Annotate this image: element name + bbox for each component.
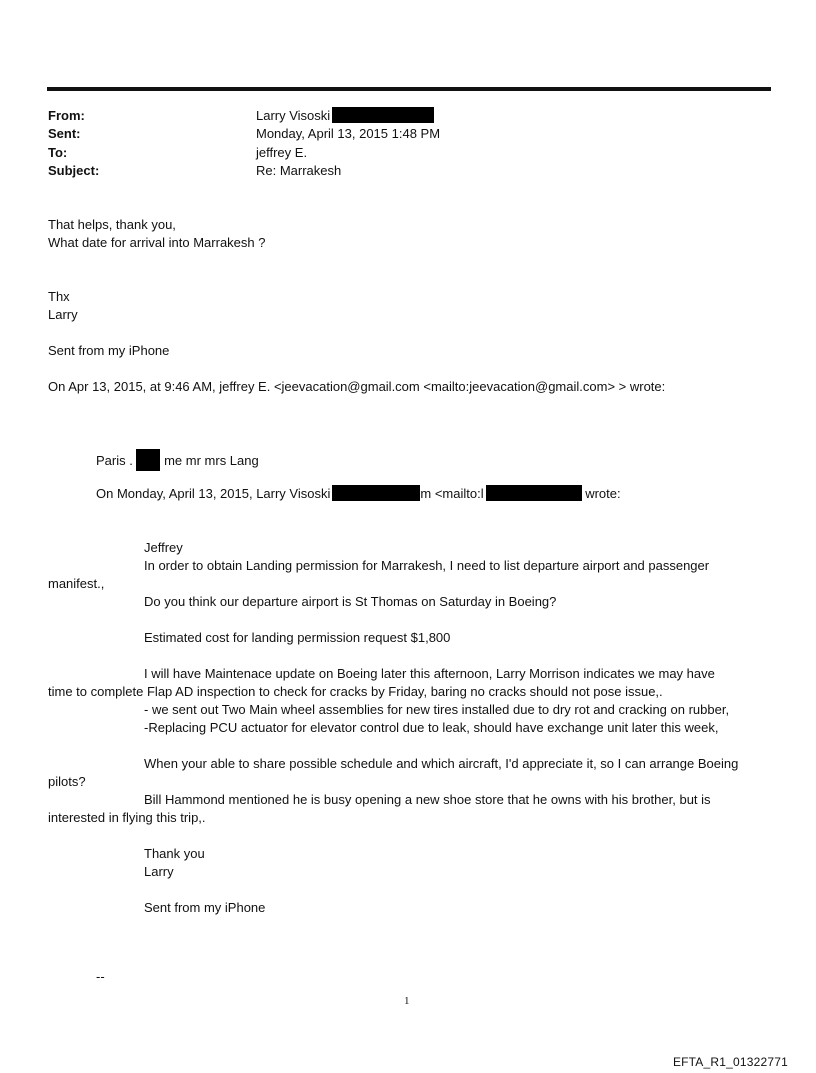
nested-line: I will have Maintenace update on Boeing later this afternoon, Larry Morrison indicates we may have — [144, 666, 715, 681]
reply-text: m <mailto:l — [420, 486, 484, 501]
subject-label: Subject: — [48, 163, 100, 178]
redaction-block — [332, 485, 420, 501]
header-rule — [47, 87, 771, 91]
from-label: From: — [48, 108, 85, 123]
nested-line: - we sent out Two Main wheel assemblies for new tires installed due to dry rot and cracking on rubber, — [144, 702, 730, 717]
page-number: 1 — [404, 995, 410, 1007]
nested-line: In order to obtain Landing permission for Marrakesh, I need to list departure airport and passenger — [144, 558, 710, 573]
nested-line: Estimated cost for landing permission request $1,800 — [144, 630, 451, 645]
body-line: That helps, thank you, — [48, 217, 176, 232]
document-id: EFTA_R1_01322771 — [672, 1055, 788, 1069]
redaction-block — [136, 449, 160, 471]
nested-line: When your able to share possible schedule and which aircraft, I'd appreciate it, so I can arrange Boeing — [144, 756, 739, 771]
sent-from-iphone: Sent from my iPhone — [48, 343, 170, 358]
nested-line: manifest., — [48, 576, 105, 591]
body-thx: Thx — [48, 289, 70, 304]
redaction-block — [486, 485, 582, 501]
nested-line: interested in flying this trip,. — [48, 810, 206, 825]
reply-intro — [96, 485, 621, 503]
nested-signature: Larry — [144, 864, 174, 879]
reply-text: Paris . — [96, 453, 133, 468]
reply-text: me mr mrs Lang — [164, 453, 259, 468]
sent-label: Sent: — [48, 126, 81, 141]
subject-value: Re: Marrakesh — [256, 163, 342, 178]
signature-dashes: -- — [96, 969, 105, 984]
to-label: To: — [48, 145, 68, 160]
from-name: Larry Visoski — [256, 108, 331, 123]
body-line: What date for arrival into Marrakesh ? — [48, 235, 266, 250]
redaction-block — [332, 107, 434, 123]
nested-line: Bill Hammond mentioned he is busy opening a new shoe store that he owns with his brother, but is — [144, 792, 711, 807]
nested-greeting: Jeffrey — [144, 540, 183, 555]
nested-line: -Replacing PCU actuator for elevator control due to leak, should have exchange unit later this week, — [144, 720, 719, 735]
reply-text: On Monday, April 13, 2015, Larry Visoski — [96, 486, 331, 501]
nested-line: Do you think our departure airport is St Thomas on Saturday in Boeing? — [144, 594, 557, 609]
reply-text: wrote: — [585, 486, 621, 501]
nested-thanks: Thank you — [144, 846, 205, 861]
from-value — [256, 107, 434, 125]
reply-line — [96, 449, 259, 471]
to-value: jeffrey E. — [256, 145, 308, 160]
sent-value: Monday, April 13, 2015 1:48 PM — [256, 126, 441, 141]
nested-sent-from: Sent from my iPhone — [144, 900, 266, 915]
quote-intro: On Apr 13, 2015, at 9:46 AM, jeffrey E. <jeevacation@gmail.com <mailto:jeevacation@gmail.com> > wrote: — [48, 379, 666, 394]
body-signature: Larry — [48, 307, 78, 322]
nested-line: pilots? — [48, 774, 86, 789]
nested-line: time to complete Flap AD inspection to check for cracks by Friday, baring no cracks should not pose issue,. — [48, 684, 663, 699]
